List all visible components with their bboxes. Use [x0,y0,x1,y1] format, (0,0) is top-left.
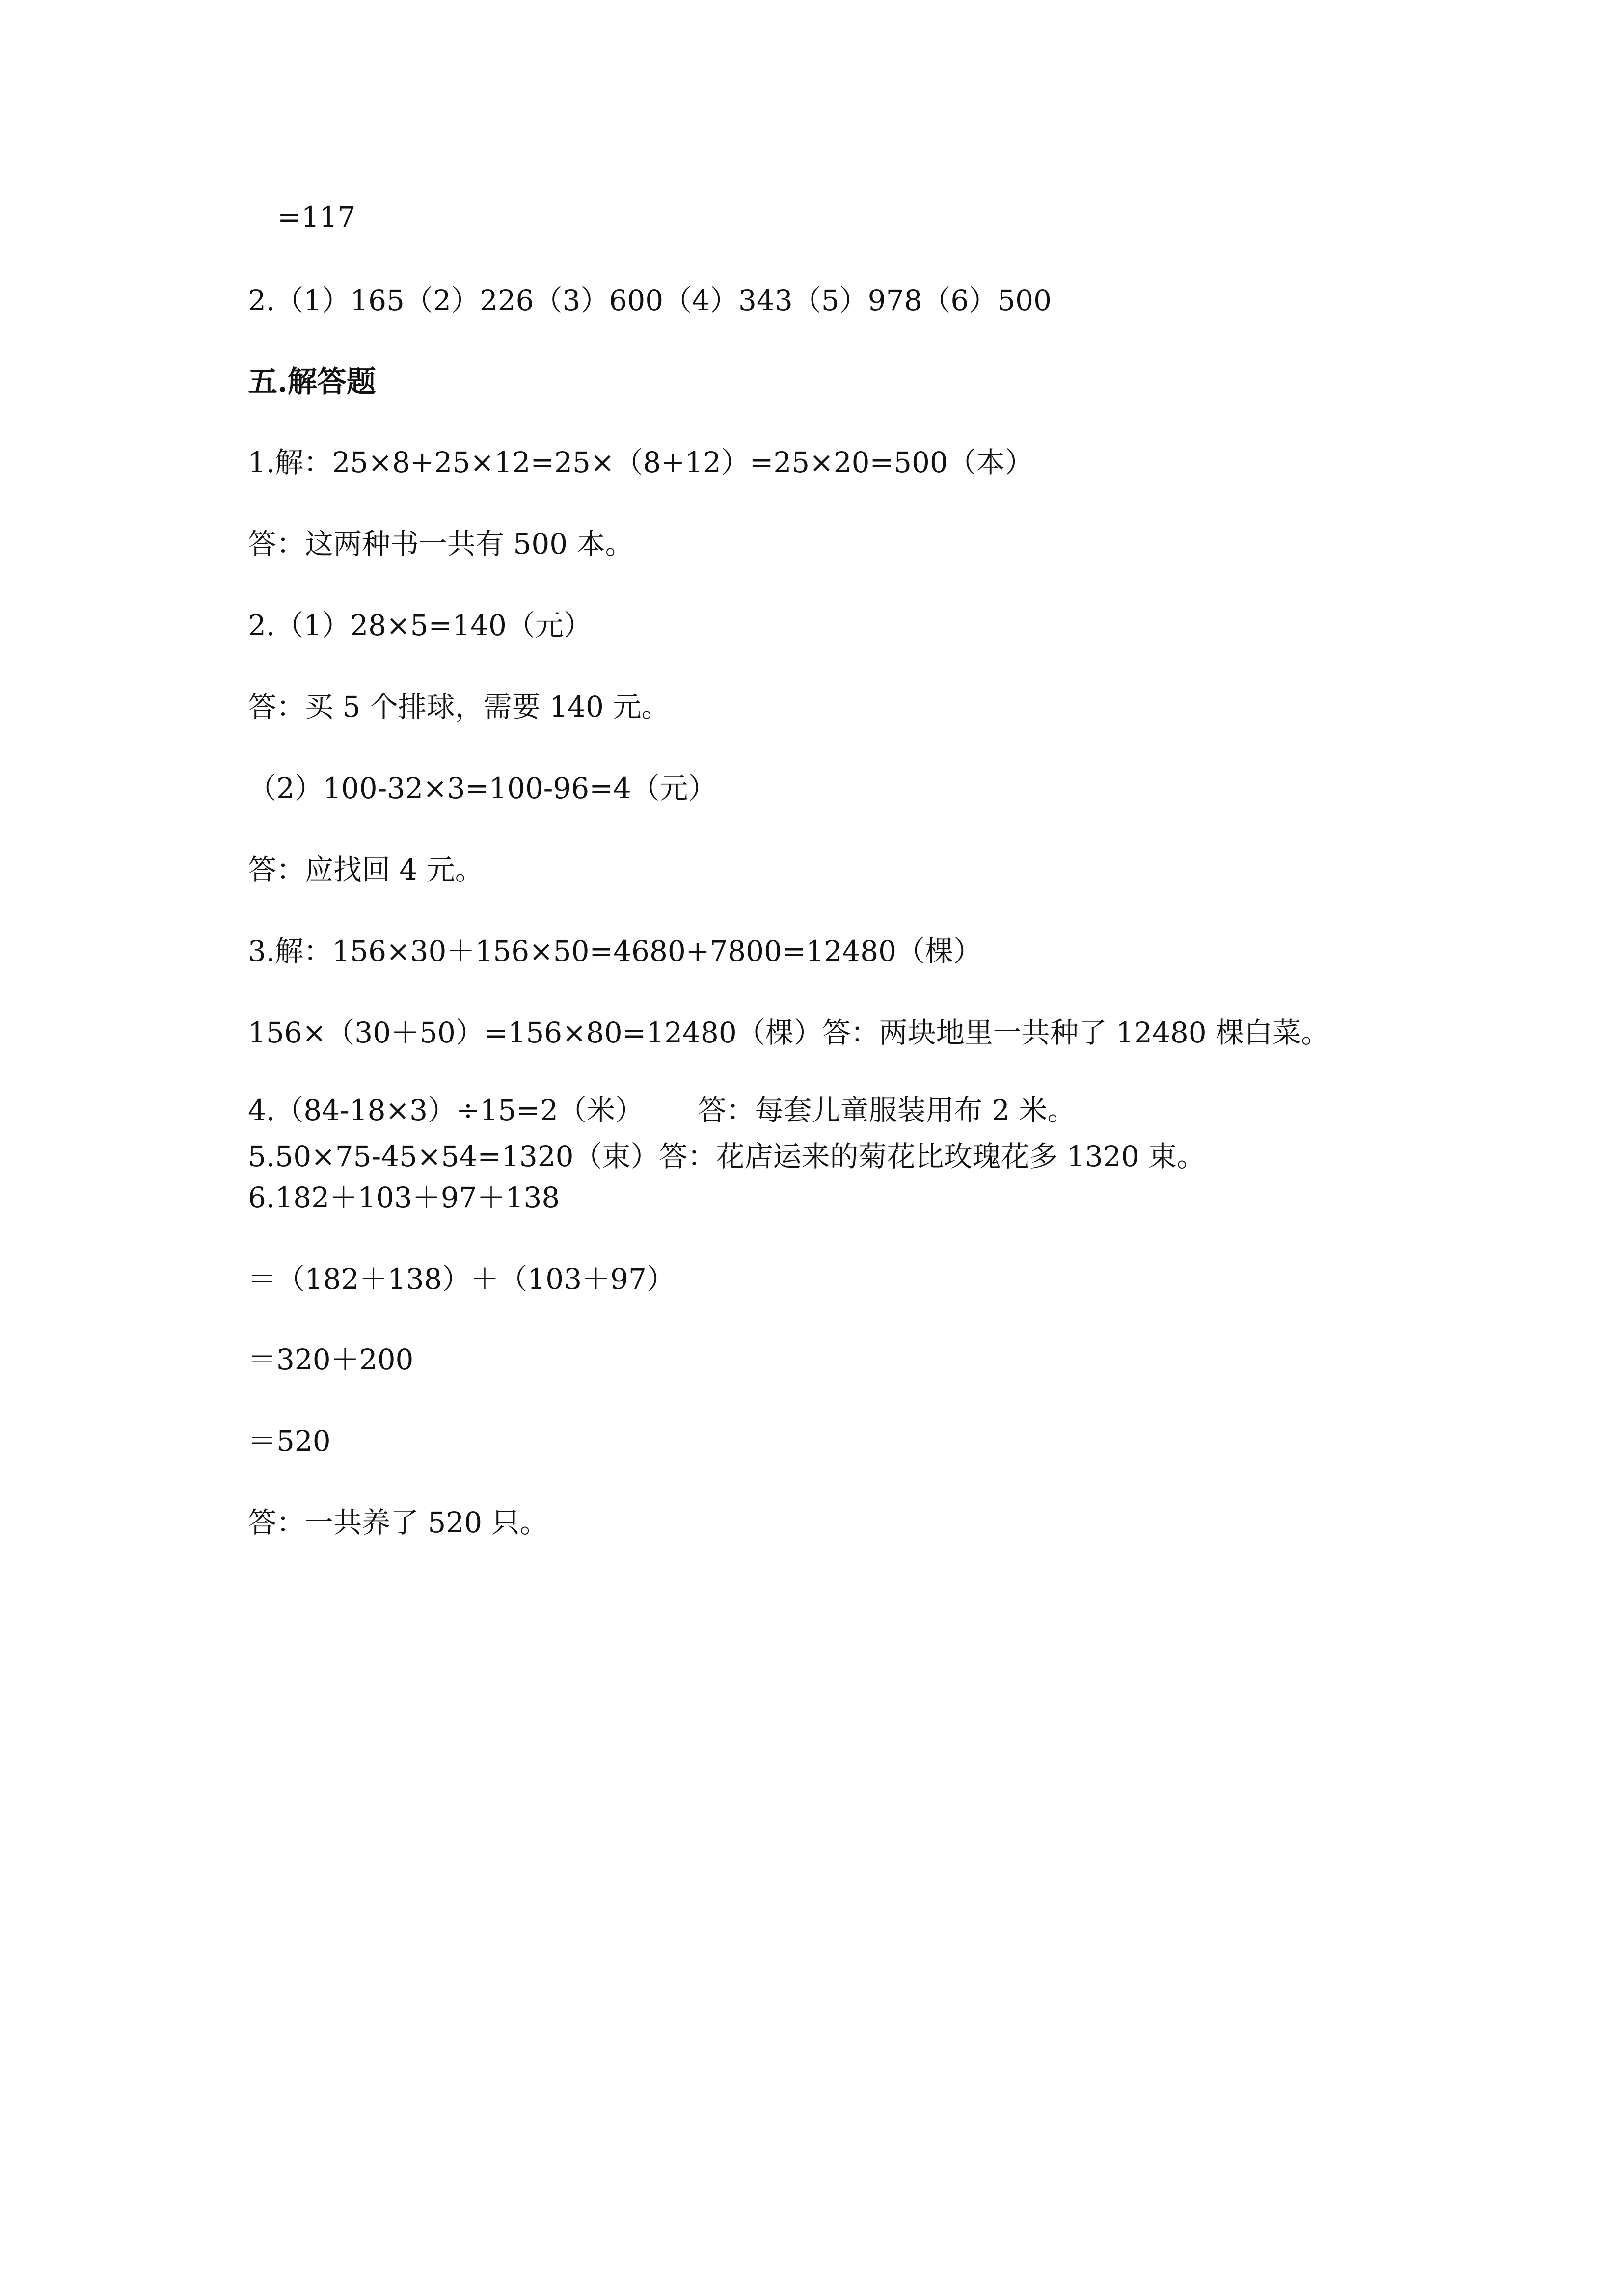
text-line-problem-2-2-solution: （2）100-32×3=100-96=4（元） [248,772,717,805]
text-line-problem-4: 4.（84-18×3）÷15=2（米） 答：每套儿童服装用布 2 米。 [248,1094,1076,1127]
text-line-problem-6-step-3: ＝520 [248,1424,331,1458]
text-line-problem-6-expression: 6.182＋103＋97＋138 [248,1181,560,1214]
text-line-problem-6-step-2: ＝320＋200 [248,1343,414,1376]
text-line-problem-1-solution: 1.解：25×8+25×12=25×（8+12）=25×20=500（本） [248,446,1033,479]
text-line-problem-3-alt-and-answer: 156×（30＋50）=156×80=12480（棵）答：两块地里一共种了 12480 棵白菜。 [248,1016,1330,1049]
text-line-problem-2-1-answer: 答：买 5 个排球，需要 140 元。 [248,690,670,723]
text-line-problem-1-answer: 答：这两种书一共有 500 本。 [248,527,634,561]
text-line-result-117: =117 [277,200,356,234]
text-line-problem-6-step-1: ＝（182＋138）＋（103＋97） [248,1262,675,1296]
text-line-problem-5: 5.50×75-45×54=1320（束）答：花店运来的菊花比玫瑰花多 1320 束。 [248,1140,1206,1173]
text-line-problem-6-answer: 答：一共养了 520 只。 [248,1506,548,1539]
text-line-problem-2-2-answer: 答：应找回 4 元。 [248,853,484,886]
text-line-problem-2-1-solution: 2.（1）28×5=140（元） [248,609,592,642]
text-line-problem-3-solution: 3.解：156×30＋156×50=4680+7800=12480（棵） [248,934,982,968]
text-line-answers-q2: 2.（1）165（2）226（3）600（4）343（5）978（6）500 [248,284,1052,317]
section-heading-solve-problems: 五.解答题 [248,365,376,399]
